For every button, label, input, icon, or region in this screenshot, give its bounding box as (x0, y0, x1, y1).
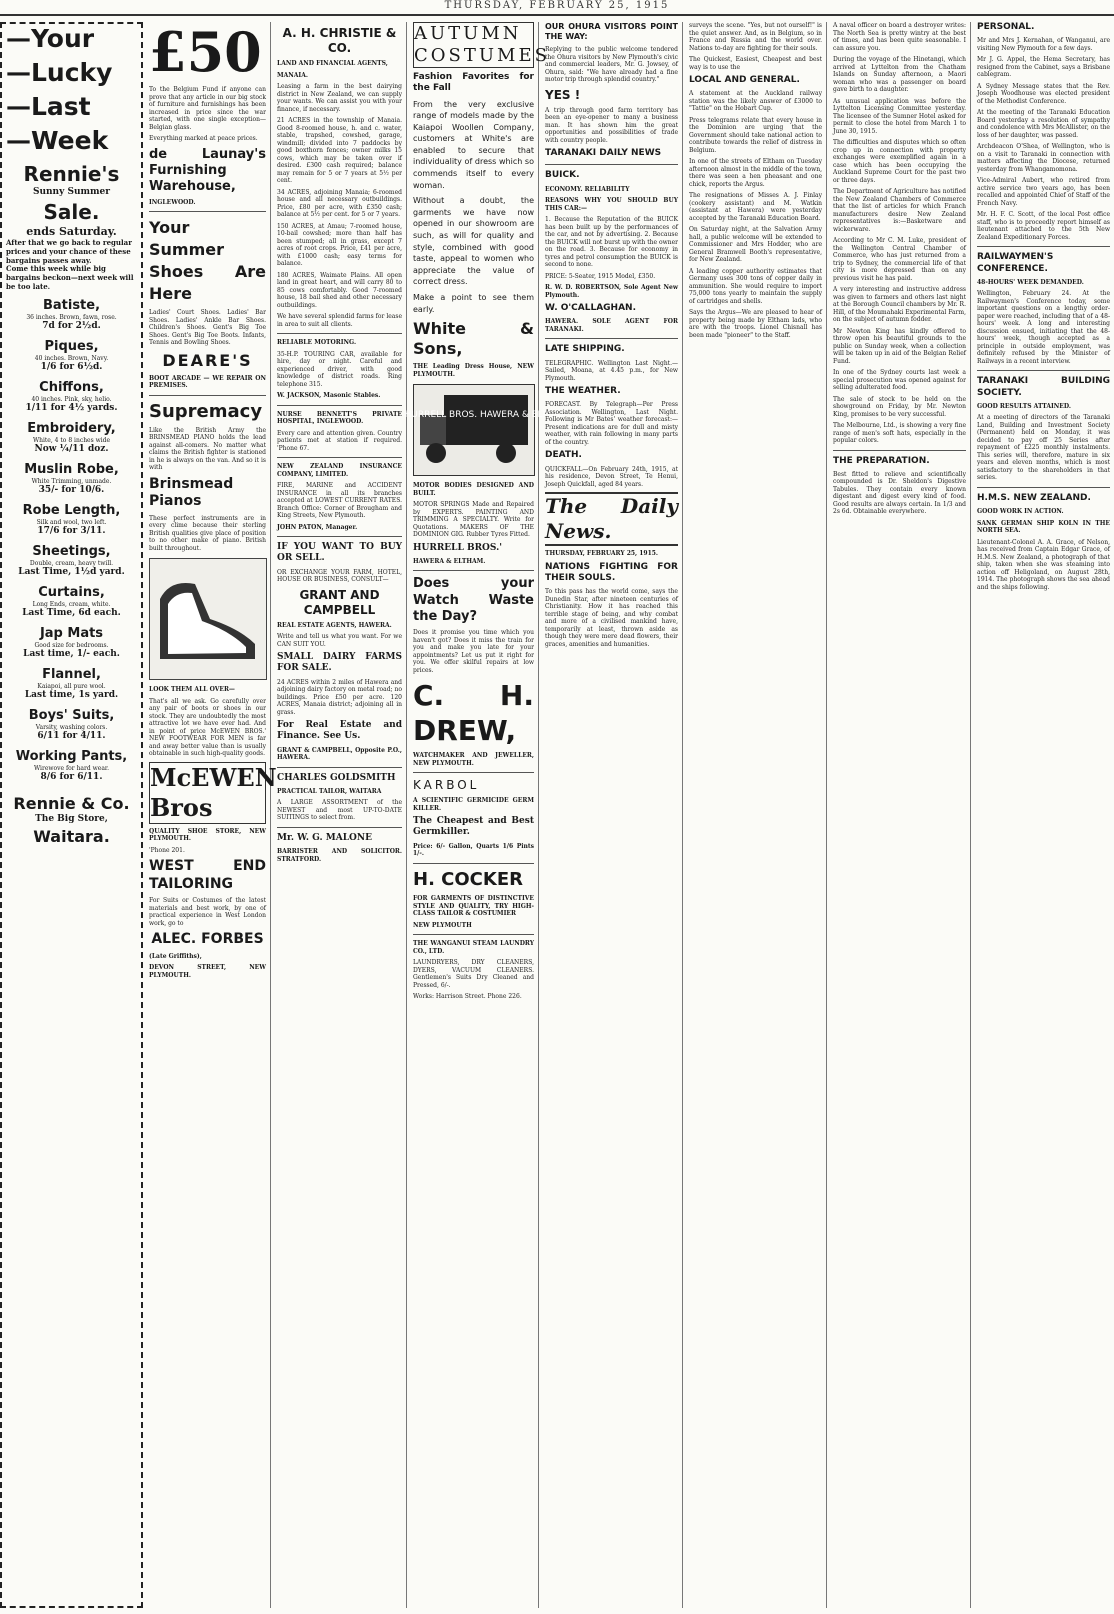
buick-sub: ECONOMY. RELIABILITY (545, 185, 630, 193)
summer-shoes-heading: Your Summer Shoes Are Here (149, 218, 266, 303)
visitors-text: Replying to the public welcome tendered the Ohura visitors by New Plymouth's civic and commercial leaders, Mr. G. Jowsey, of Ohura, said: "We have already had a fine motor trip through splendid country." (545, 46, 678, 83)
article-text: The Quickest, Easiest, Cheapest and best way is to use the (689, 56, 822, 71)
sale-item-name: Batiste, (42, 297, 101, 313)
yes-heading: YES ! (545, 87, 581, 102)
nations-heading: NATIONS FIGHTING FOR THEIR SOULS. (545, 561, 678, 583)
farm-listing: 180 ACRES, Waimate Plains. All open land in great heart, and will carry 80 to 85 cows comfortably. Good 7-roomed house, 18 bail shed and other necessary outbuildings. (277, 271, 402, 309)
buick-price: PRICE: 5-Seater, 1915 Model, £350. (545, 272, 656, 280)
death-text: QUICKFALL—On February 24th, 1915, at his residence, Devon Street, Te Henui, Joseph Quickfall, aged 84 years. (545, 465, 678, 488)
boot-illustration (149, 558, 267, 680)
local-item: The sale of stock to be held on the showground on Friday, by Mr. Newton King, promises to be very successful. (833, 395, 966, 418)
divider (977, 246, 1110, 247)
sale-item-name: Muslin Robe, (24, 461, 119, 477)
nurse-text: Every care and attention given. Country patients met at station if required. 'Phone 67. (277, 429, 402, 452)
local-item: According to Mr C. M. Luke, president of the Wellington Central Chamber of Commerce, who has just returned from a trip to Sydney, the commercial life of that city is more depressed than on any previous visit he has paid. (833, 237, 966, 282)
dairy-text: 24 ACRES within 2 miles of Hawera and adjoining dairy factory on metal road; no buildings. Price £50 per acre. 120 ACRES, Manaia district; adjoining all in grass. (277, 678, 402, 716)
building-heading: TARANAKI BUILDING SOCIETY. (977, 376, 1110, 398)
fashion-text: From the very exclusive range of models made by the Kaiapoi Woollen Company, customers at White's are enabled to secure that individuality of dress which so commends itself to every woman. (413, 99, 534, 190)
sale-item-name: Robe Length, (22, 502, 121, 518)
ads-column-3 (273, 22, 407, 1608)
christie-heading: A. H. CHRISTIE & CO. (282, 26, 397, 55)
headline-line: —Your (6, 24, 95, 53)
hms-sub-2: SANK GERMAN SHIP KOLN IN THE NORTH SEA. (977, 519, 1110, 534)
drew-heading: C. H. DREW, (413, 679, 534, 748)
pound-offer: £50 (149, 20, 262, 84)
sale-item-desc: 40 inches. Pink, sky, helio. (31, 395, 112, 403)
prep-heading: THE PREPARATION. (833, 455, 930, 466)
buy-heading: IF YOU WANT TO BUY OR SELL. (277, 542, 402, 564)
headline-line: —Lucky (6, 58, 113, 87)
weather-heading: THE WEATHER. (545, 386, 621, 396)
personal-item: Mr J. G. Appel, the Hema Secretary, has resigned from the Cabinet, says a Brisbane cablegram. (977, 56, 1110, 79)
visitors-heading: OUR OHURA VISITORS POINT THE WAY: (545, 22, 678, 41)
sale-item-price: Last time, 1s yard. (24, 690, 119, 701)
ads-column-2 (145, 20, 277, 1608)
building-sub: GOOD RESULTS ATTAINED. (977, 402, 1071, 410)
mcewen-heading: McEWEN Bros (150, 762, 277, 822)
local-item: Says the Argus—We are pleased to hear of property being made by Eltham lads, who are with the troops. Lionel Chisnall has been made "pioneer" to the Staff. (689, 309, 822, 339)
karbol-sub: A SCIENTIFIC GERMICIDE GERM KILLER. (413, 797, 534, 812)
farm-listing: 34 ACRES, adjoining Manaia; 6-roomed house and all necessary outbuildings. Price, £80 per acre, with £350 cash; balance at 5½ per cent. for 5 or 7 years. (277, 188, 402, 218)
sale-item-price: Last Time, 1½d yard. (18, 567, 125, 578)
delaunay-heading: de Launay's Furnishing Warehouse, (149, 146, 266, 194)
divider (545, 338, 678, 339)
sale-item-desc: White Trimming, unmade. (31, 477, 112, 485)
local-item: A statement at the Auckland railway station was the likely answer of £3000 to "Tattie" on the Hobart Cup. (689, 90, 822, 113)
divider (977, 370, 1110, 371)
personal-item: Mr. H. F. C. Scott, of the local Post office staff, who is to proceedly report himself as lieutenant attached to the 5th New Zealand Expeditionary Forces. (977, 211, 1110, 241)
sale-item-name: Working Pants, (15, 748, 128, 764)
forbes-street: DEVON STREET, NEW PLYMOUTH. (149, 964, 266, 979)
grant-footer: GRANT & CAMPBELL, Opposite P.O., HAWERA. (277, 746, 402, 761)
masthead: THURSDAY, FEBRUARY 25, 1915 (0, 0, 1114, 16)
divider (277, 536, 402, 537)
grant-heading: GRANT AND CAMPBELL (299, 587, 380, 617)
local-item: During the voyage of the Hinetangi, which arrived at Lyttelton from the Chatham Islands on Sunday afternoon, a Maori woman who was a passenger on board gave birth to a daughter. (833, 56, 966, 93)
shipping-text: TELEGRAPHIC. Wellington Last Night.—Sailed, Moana, at 4.45 p.m., for New Plymouth. (545, 359, 678, 382)
autumn-heading: AUTUMN COSTUMES (414, 23, 550, 66)
nations-text: To this pass has the world come, says the Dunedin Star, after nineteen centuries of Christianity. How it has reached this terrible stage of being, and why combat and more of a civilised mankind have, temporarily at least, thrown aside as though they were mere dead flowers, their graces, amenities and humanities. (545, 588, 678, 648)
local-item: On Saturday night, at the Salvation Army hall, a public welcome will be extended to Commissioner and Mrs Hodder, who are General Bramwell Booth's representative, for New Zealand. (689, 226, 822, 264)
edition-date: THURSDAY, FEBRUARY 25, 1915. (545, 550, 659, 557)
nurse-heading: NURSE BENNETT'S PRIVATE HOSPITAL, INGLEWOOD. (277, 410, 402, 425)
mcewen-sub: QUALITY SHOE STORE, NEW PLYMOUTH. (149, 827, 266, 842)
touring-text: 35-H.P. TOURING CAR, available for hire, day or night. Careful and experienced driver, with good knowledge of district roads. Ring telephone 315. (277, 350, 402, 388)
christie-intro: Leasing a farm in the best dairying district in New Zealand, we can supply your wants. We can assist you with your finance, if necessary. (277, 83, 402, 113)
weather-text: FORECAST. By Telegraph—Per Press Association. Wellington, Last Night. Following is Mr Bates' weather forecast:— Present indications are for dull and misty weather, with rain following in many parts of the country. (545, 401, 678, 446)
realestate-heading: For Real Estate and Finance. See Us. (277, 720, 402, 742)
paton-name: JOHN PATON, Manager. (277, 523, 358, 531)
sale-ends: ends Saturday. (26, 225, 117, 239)
christie-footer: We have several splendid farms for lease in area to suit all clients. (277, 313, 402, 328)
local-item: A very interesting and instructive address was given to farmers and others last night at the Borough Council chambers by Mr. R. Hill, of the Moumahaki Experimental Farm, on the subject of autumn fodder. (833, 286, 966, 323)
sale-item-price: 7d for 2½d. (42, 321, 101, 332)
westend-text: For Suits or Costumes of the latest materials and best work, by one of practical experience in West London work, go to (149, 897, 266, 927)
ocallaghan-heading: W. O'CALLAGHAN. (545, 303, 636, 313)
store-town: Waitara. (33, 826, 110, 846)
watch-text: Does it promise you time which you haven't got? Does it miss the train for you and make you late for your appointments? Let us put it right for you. We offer skilful repairs at low prices. (413, 629, 534, 674)
whites-heading: White & Sons, (413, 319, 534, 359)
sale-item-desc: Long Ends, cream, white. (32, 600, 111, 608)
karbol-cheap: The Cheapest and Best Germkiller. (413, 816, 534, 838)
divider (413, 772, 534, 773)
goldsmith-heading: CHARLES GOLDSMITH (277, 772, 396, 783)
store-name: Rennie & Co. (13, 793, 130, 813)
sale-item-price: Last Time, 6d each. (22, 608, 121, 619)
laundry-phone: Works: Harrison Street. Phone 226. (413, 993, 522, 1001)
local-item: In one of the streets of Eltham on Tuesday afternoon almost in the middle of the town, there was seen a hen pheasant and one chick, reports the Argus. (689, 158, 822, 188)
headline-line: —Week (6, 126, 109, 155)
sale-item-desc: 40 inches. Brown, Navy. (34, 354, 109, 362)
divider (413, 863, 534, 864)
motor-heading: MOTOR BODIES DESIGNED AND BUILT. (413, 482, 534, 497)
divider (413, 934, 534, 935)
railway-text: Wellington, February 24. At the Railwaymen's Conference today, some important questions on a lengthy order-paper were reached, including that of a 48-hours' week. A long and interesting discussion ensued, initiating that the 48-hours' week, though accepted as a principle in outside employment, was definitely refused by the Minister of Railways in a recent interview. (977, 290, 1110, 365)
news-column-5 (541, 22, 683, 1608)
motoring-heading: RELIABLE MOTORING. (277, 339, 357, 346)
truck-label: HURRELL BROS. HAWERA & ELTHAM (404, 410, 568, 421)
malone-sub: BARRISTER AND SOLICITOR. STRATFORD. (277, 848, 402, 863)
sale-item-name: Embroidery, (27, 420, 116, 436)
divider (149, 211, 266, 212)
sale-item-desc: Wirewove for hard wear. (33, 764, 110, 772)
goldsmith-text: A LARGE ASSORTMENT of the NEWEST and most UP-TO-DATE SUITINGS to select from. (277, 799, 402, 822)
headline-line: —Last (6, 92, 91, 121)
look-heading: LOOK THEM ALL OVER— (149, 686, 235, 693)
forbes-heading: ALEC. FORBES (151, 931, 264, 947)
sale-item-desc: Good size for bedrooms. (34, 641, 109, 649)
local-item: The difficulties and disputes which so often crop up in connection with property exchanges were exemplified again in a case which has been occupying the Auckland Supreme Court for the past two or three days. (833, 139, 966, 184)
news-column-7 (829, 22, 971, 1608)
railway-heading: RAILWAYMEN'S CONFERENCE. (977, 252, 1054, 274)
sale-item-desc: Varsity, washing colors. (35, 723, 108, 731)
local-item: Mr Newton King has kindly offered to throw open his beautiful grounds to the public on Sunday week, when a collection will be taken up in aid of the Belgian Relief Fund. (833, 327, 966, 365)
mcewen-phone: 'Phone 201. (149, 846, 185, 854)
grant-text: Write and tell us what you want. For we CAN SUIT YOU. (277, 633, 402, 648)
pound-offer-footer: Everything marked at peace prices. (149, 135, 258, 142)
building-text: At a meeting of directors of the Taranaki Land, Building and Investment Society (Permanent) held on Monday, it was decided to pay off 25 Series after repayment of £225 monthly instalments. This series will, therefore, mature in six years and eleven months, which is most satisfactory to the shareholders in that series. (977, 414, 1110, 482)
sale-items (6, 298, 137, 784)
sale-item-name: Curtains, (38, 584, 105, 600)
deares-sub: BOOT ARCADE — WE REPAIR ON PREMISES. (149, 374, 266, 389)
hms-text: Lieutenant-Colonel A. A. Grace, of Nelson, has received from Captain Edgar Grace, of H.M.S. New Zealand, a photograph of that ship, taken when she was steaming into action off Heligoland, on August 28th, 1914. The photograph shows the sea ahead and the ships following. (977, 538, 1110, 591)
dairy-heading: SMALL DAIRY FARMS FOR SALE. (277, 652, 402, 674)
delaunay-town: INGLEWOOD. (149, 198, 196, 206)
insurance-text: FIRE, MARINE and ACCIDENT INSURANCE in all its branches accepted at LOWEST CURRENT RATES. Branch Office: Corner of Brougham and King Streets, New Plymouth. (277, 482, 402, 519)
supremacy-text: Like the British Army the BRINSMEAD PIANO holds the lead against all-comers. No matter what claims the British fighter is stationed in he is always on the van. And so it is with (149, 426, 266, 471)
death-heading: DEATH. (545, 450, 582, 461)
sale-item-price: 1/6 for 6½d. (40, 362, 103, 373)
hms-heading: H.M.S. NEW ZEALAND. (977, 492, 1091, 503)
personal-item: Archdeacon O'Shea, of Wellington, who is on a visit to Taranaki in connection with matters affecting the Diocese, returned yesterday from Whangamomona. (977, 143, 1110, 173)
laundry-heading: THE WANGANUI STEAM LAUNDRY CO., LTD. (413, 940, 534, 955)
divider (277, 333, 402, 334)
pound-offer-text: To the Belgium Fund if anyone can prove that any article in our big stock of furniture and furnishings has been increased in price since the war started, with one single exception—Belgian glass. (149, 86, 266, 131)
divider (413, 570, 534, 571)
cocker-sub: FOR GARMENTS OF DISTINCTIVE STYLE AND QUALITY, TRY HIGH-CLASS TAILOR & COSTUMIER (413, 895, 534, 918)
karbol-heading: KARBOL (413, 778, 480, 793)
local-item: The resignations of Misses A. J. Finlay (cookery assistant) and M. Watkin (assistant at Hawera) were yesterday accepted by the Taranaki Education Board. (689, 192, 822, 222)
sale-item-desc: White, 4 to 8 inches wide (32, 436, 111, 444)
local-item: Press telegrams relate that every house in the Dominion are urging that the Government should take national action to contribute towards the relief of distress in Belgium. (689, 116, 822, 154)
sale-item-desc: Silk and wool, two left. (36, 518, 107, 526)
motor-text: MOTOR SPRINGS Made and Repaired by EXPERTS. PAINTING AND TRIMMING A SPECIALTY. Write for Quotations. MAKERS OF THE DOMINION GIG. Rubber Tyres Fitted. (413, 501, 534, 539)
jackson-name: W. JACKSON, Masonic Stables. (277, 392, 381, 399)
buick-reasons: REASONS WHY YOU SHOULD BUY THIS CAR:— (545, 197, 678, 212)
insurance-heading: NEW ZEALAND INSURANCE COMPANY, LIMITED. (277, 463, 402, 478)
drew-sub: WATCHMAKER AND JEWELLER, NEW PLYMOUTH. (413, 752, 534, 767)
railway-sub: 48-HOURS' WEEK DEMANDED. (977, 278, 1084, 286)
sale-item-name: Piques, (44, 338, 99, 354)
sale-item-desc: 36 inches. Brown, fawn, rose. (26, 313, 117, 321)
ocallaghan-sub: HAWERA. SOLE AGENT FOR TARANAKI. (545, 318, 678, 333)
christie-town: MANAIA. (277, 71, 308, 79)
sale-word: Sale. (43, 200, 100, 225)
personal-item: Vice-Admiral Aubert, who retired from active service two years ago, has been recalled and appointed Chief of Staff of the French Navy. (977, 177, 1110, 207)
personal-item: A Sydney Message states that the Rev. Joseph Woodhouse was elected president of the Methodist Conference. (977, 82, 1110, 105)
local-heading: LOCAL AND GENERAL. (689, 75, 800, 85)
look-text: That's all we ask. Go carefully over any pair of boots or shoes in our stock. They are undoubtedly the most attractive lot we have ever had. And in point of price McEWEN BROS.' NEW FOOTWEAR FOR MEN is far and away better value than is usually obtainable in such high-quality goods. (149, 697, 266, 757)
sale-item-name: Chiffons, (39, 379, 104, 395)
local-item: In one of the Sydney courts last week a special prosecution was opened against for selling adulterated food. (833, 369, 966, 391)
sale-item-desc: Double, cream, heavy twill. (29, 559, 114, 567)
daily-news-nameplate: The Daily News. (545, 492, 678, 546)
sale-item-desc: Kaiapoi, all pure wool. (37, 682, 106, 690)
buick-heading: BUICK. (545, 170, 580, 181)
sale-intro: After that we go back to regular prices and your chance of these bargains passes away. (6, 238, 132, 265)
sale-item-price: Last time, 1/- each. (23, 649, 120, 660)
divider (277, 767, 402, 768)
deares-heading: DEARE'S (162, 350, 253, 370)
divider (277, 827, 402, 828)
sale-item-price: 1/11 for 4½ yards. (25, 403, 118, 414)
cocker-town: NEW PLYMOUTH (413, 921, 472, 929)
sale-item-name: Sheetings, (32, 543, 111, 559)
divider (149, 395, 266, 396)
goldsmith-sub: PRACTICAL TAILOR, WAITARA (277, 787, 382, 795)
fashion-text-2: Without a doubt, the garments we have now opened in our showroom are such, as will for quality and style, combined with good taste, appeal to women who appreciate the value of correct dress. (413, 196, 534, 287)
news-column-8 (973, 22, 1114, 1608)
laundry-text: LAUNDRYERS, DRY CLEANERS, DYERS, VACUUM CLEANERS. Gentlemen's Suits Dry Cleaned and Pressed, 6/-. (413, 959, 534, 989)
malone-heading: Mr. W. G. MALONE (277, 832, 372, 843)
brinsmead-heading: Brinsmead Pianos (149, 475, 234, 509)
forbes-sub: (Late Griffiths), (149, 952, 202, 960)
hurrell-heading: HURRELL BROS.' (413, 542, 502, 553)
divider (277, 457, 402, 458)
local-item: A leading copper authority estimates that Germany uses 300 tons of copper daily in ammunition. She would require to import 75,000 tons yearly to maintain the supply of cartridges and shells. (689, 267, 822, 305)
sale-item-price: 35/- for 10/6. (38, 485, 105, 496)
buick-text: 1. Because the Reputation of the BUICK has been built up by the performances of the car, and not by advertising. 2. Because the BUICK will not burst up with the owner on the road. 3. Because for economy in tyres and petrol consumption the BUICK is second to none. (545, 216, 678, 268)
prep-text: Best fitted to relieve and scientifically compounded is Dr. Sheldon's Digestive Tabules. They contain every known digestant and digest every kind of food. Good results are always certain. In 1/3 and 2s 6d. Obtainable everywhere. (833, 470, 966, 516)
local-item: As unusual application was before the Lyttelton Licensing Committee yesterday. The licensee of the Sumner Hotel asked for permit to close the hotel from March 1 to June 30, 1915. (833, 97, 966, 135)
robertson-name: R. W. D. ROBERTSON, Sole Agent New Plymouth. (545, 284, 678, 299)
fashion-heading: Fashion Favorites for the Fall (413, 72, 534, 94)
shipping-heading: LATE SHIPPING. (545, 344, 625, 355)
fashion-text-3: Make a point to see them early. (413, 293, 534, 314)
sale-title: Rennie's (23, 162, 120, 186)
rennies-sale-column (0, 22, 143, 1608)
cocker-heading: H. COCKER (413, 868, 523, 890)
karbol-price: Price: 6/- Gallon, Quarts 1/6 Pints 1/-. (413, 842, 534, 858)
divider (545, 164, 678, 165)
brinsmead-text: These perfect instruments are in every clime because their sterling British qualities give place of position to no other make of piano. British built throughout. (149, 514, 266, 552)
sale-intro-2: Come this week while big bargains beckon—next week will be too late. (6, 264, 134, 291)
local-item: A naval officer on board a destroyer writes: The North Sea is pretty wintry at the best of times, and has been quite seasonable. I can assure you. (833, 22, 966, 52)
buy-text: OR EXCHANGE YOUR FARM, HOTEL, HOUSE OR BUSINESS, CONSULT— (277, 568, 402, 583)
watch-heading: Does your Watch Waste the Day? (413, 576, 534, 624)
divider (277, 405, 402, 406)
sale-item-price: 6/11 for 4/11. (37, 731, 106, 742)
summer-shoes-list: Ladies' Court Shoes. Ladies' Bar Shoes. Ladies' Ankle Bar Shoes. Children's Shoes. Gent's Big Toe Shoes. Gent's Big Toe Boots. Infants, Tennis and Bowling Shoes. (149, 309, 266, 346)
grant-sub: REAL ESTATE AGENTS, HAWERA. (277, 621, 392, 629)
yes-text: A trip through good farm territory has been an eye-opener to many a business man. It has shown him the great opportunities and possibilities of trade with country people. (545, 106, 678, 144)
westend-heading: WEST END TAILORING (149, 858, 266, 892)
local-item: The Melbourne, Ltd., is showing a very fine range of men's soft hats, especially in the popular colors. (833, 422, 966, 444)
supremacy-heading: Supremacy (149, 400, 263, 422)
sale-item-name: Jap Mats (39, 625, 104, 641)
taranaki-heading: TARANAKI DAILY NEWS (545, 148, 662, 158)
hms-sub: GOOD WORK IN ACTION. (977, 508, 1064, 515)
personal-item: At the meeting of the Taranaki Education Board yesterday a resolution of sympathy and condolence with Mrs McAllister, on the loss of her daughter, was passed. (977, 109, 1110, 139)
sale-item-price: 17/6 for 3/11. (37, 526, 106, 537)
sale-item-name: Flannel, (42, 666, 101, 682)
personal-item: Mr and Mrs J. Kernahan, of Wanganui, are visiting New Plymouth for a few days. (977, 37, 1110, 52)
christie-sub: LAND AND FINANCIAL AGENTS, (277, 60, 388, 67)
local-item: The Department of Agriculture has notified the New Zealand Chambers of Commerce that the list of articles for which Franch manufacturers desire New Zealand representatives is:—Basketware and wickerware. (833, 188, 966, 233)
divider (833, 450, 966, 451)
divider (977, 487, 1110, 488)
farm-listing: 21 ACRES in the township of Manaia. Good 8-roomed house, h. and c. water, stable, trapshed, cowshed, garage, windmill; divided into 7 paddocks by good boxthorn fences; owner milks 15 cows, which may be taken over if desired. £300 cash required; balance may remain for 5 or 7 years at 5½ per cent. (277, 117, 402, 184)
hurrell-sub: HAWERA & ELTHAM. (413, 557, 486, 565)
sale-subtitle: Sunny Summer (32, 187, 111, 197)
personal-heading: PERSONAL. (977, 22, 1035, 32)
farm-listing: 150 ACRES, at Amau; 7-roomed house, 10-bail cowshed; more than half has been stumped; all in grass, except 7 acres of root crops. Price, £41 per acre, with £1000 cash; easy terms for balance. (277, 222, 402, 267)
store-tagline: The Big Store, (35, 813, 108, 824)
article-text: surveys the scene. "Yes, but not ourself!" is the quiet answer. And, as in Belgium, so in France and Russia and the world over. Nations to-day are fighting for their souls. (689, 22, 822, 52)
whites-sub: THE Leading Dress House, NEW PLYMOUTH. (413, 363, 534, 378)
sale-item-price: Now ¼/11 doz. (34, 444, 109, 455)
sale-item-price: 8/6 for 6/11. (40, 772, 103, 783)
news-column-6 (685, 22, 827, 1608)
sale-item-name: Boys' Suits, (28, 707, 115, 723)
